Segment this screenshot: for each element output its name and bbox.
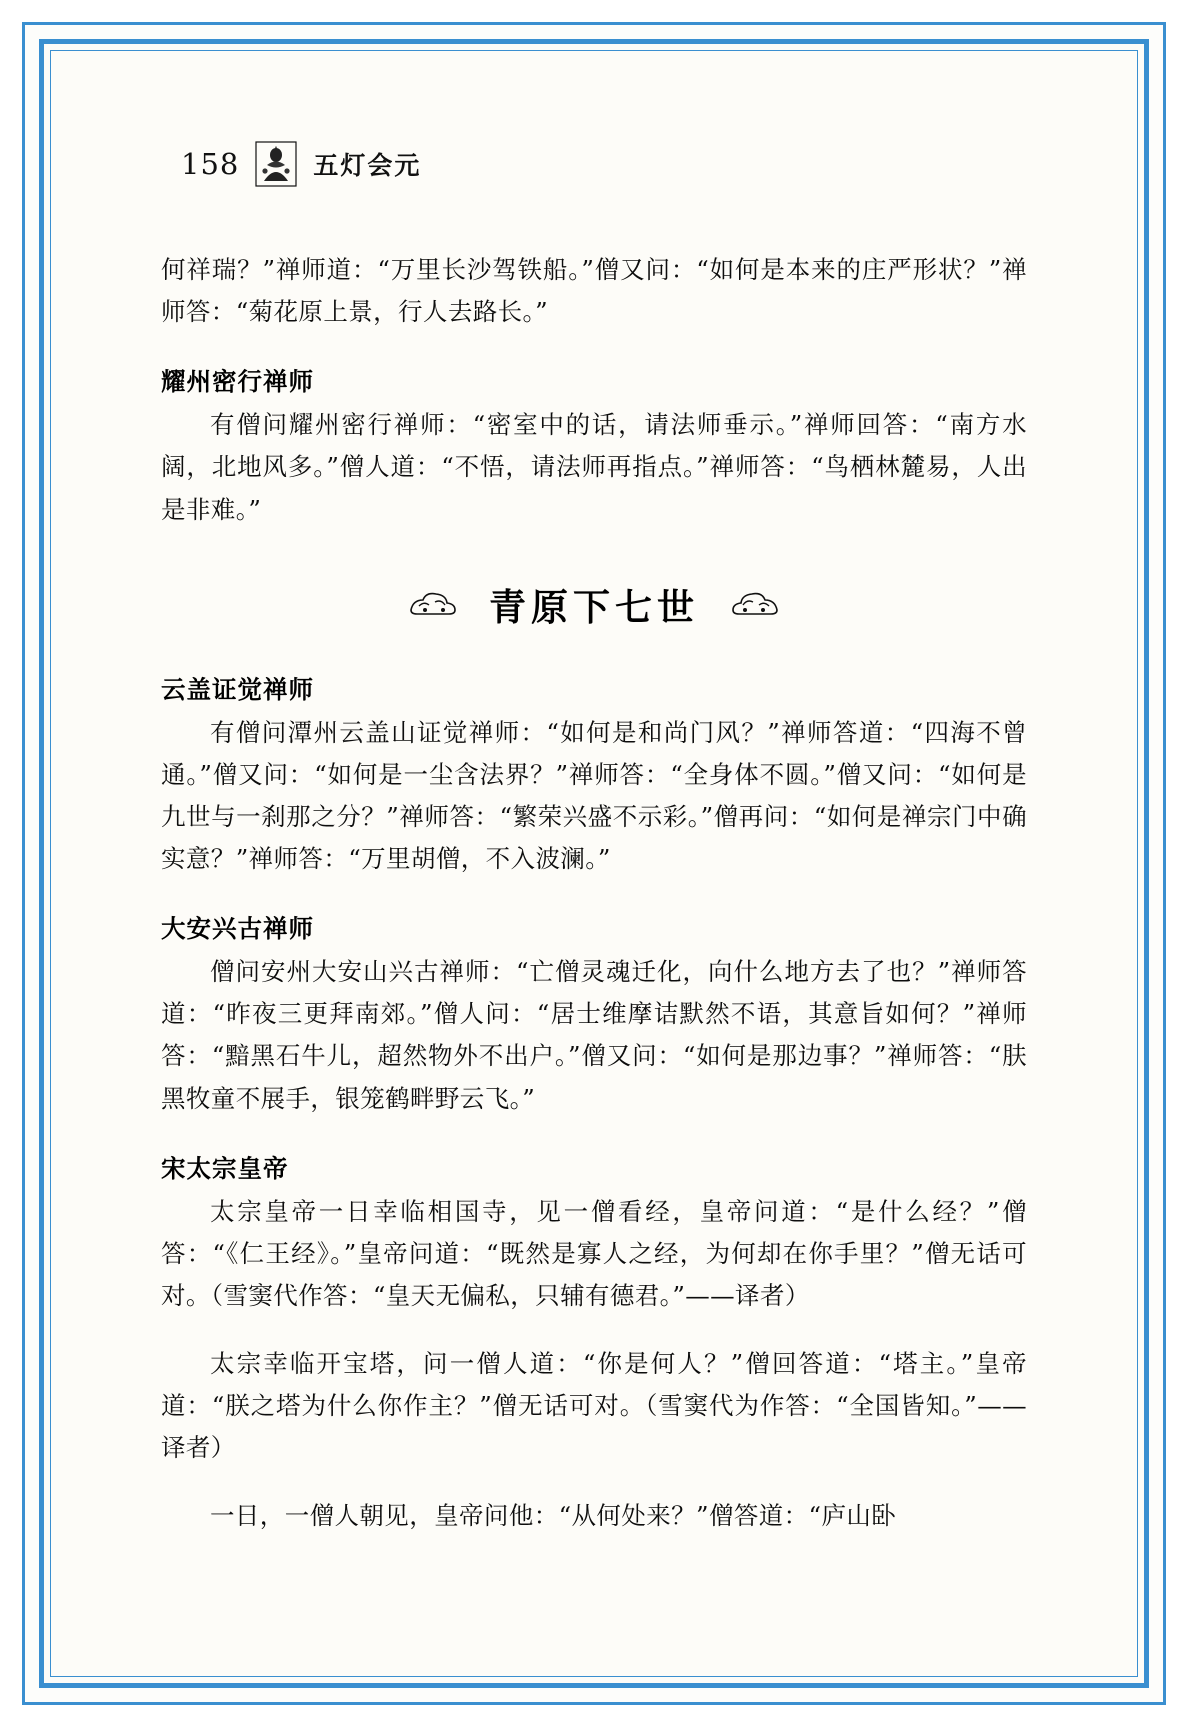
paragraph: 有僧问潭州云盖山证觉禅师：“如何是和尚门风？”禅师答道：“四海不曾通。”僧又问：“如何是一尘含法界？”禅师答：“全身体不圆。”僧又问：“如何是九世与一刹那之分？”禅师答：“繁荣兴盛不示彩。”僧再问：“如何是禅宗门中确实意？”禅师答：“万里胡僧，不入波澜。”: [161, 717, 1027, 873]
chapter-divider: [161, 577, 1027, 631]
page-border-inner: [50, 50, 1138, 1677]
chapter-divider-title: 青原下七世: [489, 585, 699, 629]
page-border-middle: [39, 39, 1149, 1688]
page-content: [51, 51, 1137, 1676]
paragraph: 何祥瑞？”禅师道：“万里长沙驾铁船。”僧又问：“如何是本来的庄严形状？”禅师答：“菊花原上景，行人去路长。”: [161, 255, 1027, 327]
paragraph: 有僧问耀州密行禅师：“密室中的话，请法师垂示。”禅师回答：“南方水阔，北地风多。”僧人道：“不悟，请法师再指点。”禅师答：“鸟栖林麓易，人出是非难。”: [161, 410, 1027, 524]
section-heading-miaoxing: 耀州密行禅师: [161, 367, 314, 397]
section-heading-yungai: 云盖证觉禅师: [161, 674, 314, 704]
page-border-outer: [22, 22, 1166, 1705]
seated-buddha-icon: [255, 141, 297, 187]
page-number: 158: [181, 147, 240, 181]
cloud-ornament-icon: [725, 588, 781, 620]
book-title: 五灯会元: [313, 151, 422, 180]
paragraph: 僧问安州大安山兴古禅师：“亡僧灵魂迁化，向什么地方去了也？”禅师答道：“昨夜三更拜南郊。”僧人问：“居士维摩诘默然不语，其意旨如何？”禅师答：“黯黑石牛儿，超然物外不出户。”僧又问：“如何是那边事？”禅师答：“肤黑牧童不展手，银笼鹤畔野云飞。”: [161, 957, 1027, 1113]
page-header: [181, 141, 1027, 187]
paragraph: 太宗幸临开宝塔，问一僧人道：“你是何人？”僧回答道：“塔主。”皇帝道：“朕之塔为什么你作主？”僧无话可对。（雪窦代为作答：“全国皆知。”——译者）: [161, 1349, 1027, 1463]
section-heading-songtaizong: 宋太宗皇帝: [161, 1153, 289, 1183]
paragraph: 一日，一僧人朝见，皇帝问他：“从何处来？”僧答道：“庐山卧: [210, 1501, 897, 1531]
section-heading-daan: 大安兴古禅师: [161, 914, 314, 944]
paragraph: 太宗皇帝一日幸临相国寺，见一僧看经，皇帝问道：“是什么经？”僧答：“《仁王经》。”皇帝问道：“既然是寡人之经，为何却在你手里？”僧无话可对。（雪窦代作答：“皇天无偏私，只辅有德君。”——译者）: [161, 1196, 1027, 1310]
cloud-ornament-icon: [407, 588, 463, 620]
